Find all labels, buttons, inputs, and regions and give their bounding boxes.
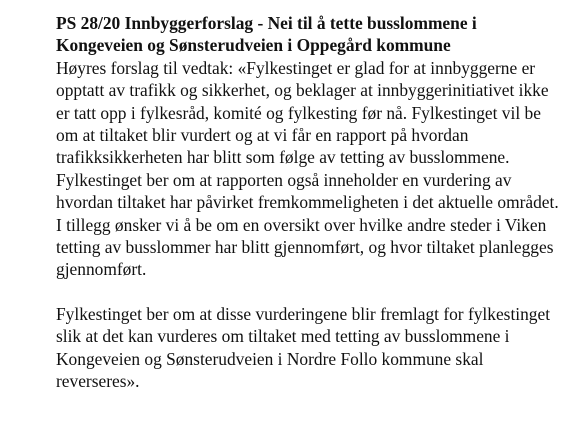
proposal-paragraph: Høyres forslag til vedtak: «Fylkestinget er glad for at innbyggerne er opptatt av trafikk og sikkerhet, og beklager at innbyggerinitiativet ikke er tatt opp i fylkesråd, komité og fylkesting før nå. Fylkestinget vil be om at tiltaket blir vurdert og at vi får en rapport på hvordan trafikksikkerheten har blitt som følge av tetting av busslommene. Fylkestinget ber om at rapporten også inneholder en vurdering av hvordan tiltaket har påvirket fremkommeligheten i det aktuelle området. I tillegg ønsker vi å be om en oversikt over hvilke andre steder i Viken tetting av busslommer har blitt gjennomført, og hvor tiltaket planlegges gjennomført. xyxy=(56,57,559,280)
paragraph-spacer xyxy=(56,281,559,303)
document-title: PS 28/20 Innbyggerforslag - Nei til å tette busslommene i Kongeveien og Sønsterudveien i Oppegård kommune xyxy=(56,13,477,56)
document-body xyxy=(56,12,559,393)
conclusion-paragraph: Fylkestinget ber om at disse vurderingene blir fremlagt for fylkestinget slik at det kan vurderes om tiltaket med tetting av busslommene i Kongeveien og Sønsterudveien i Nordre Follo kommune skal reverseres». xyxy=(56,303,551,392)
